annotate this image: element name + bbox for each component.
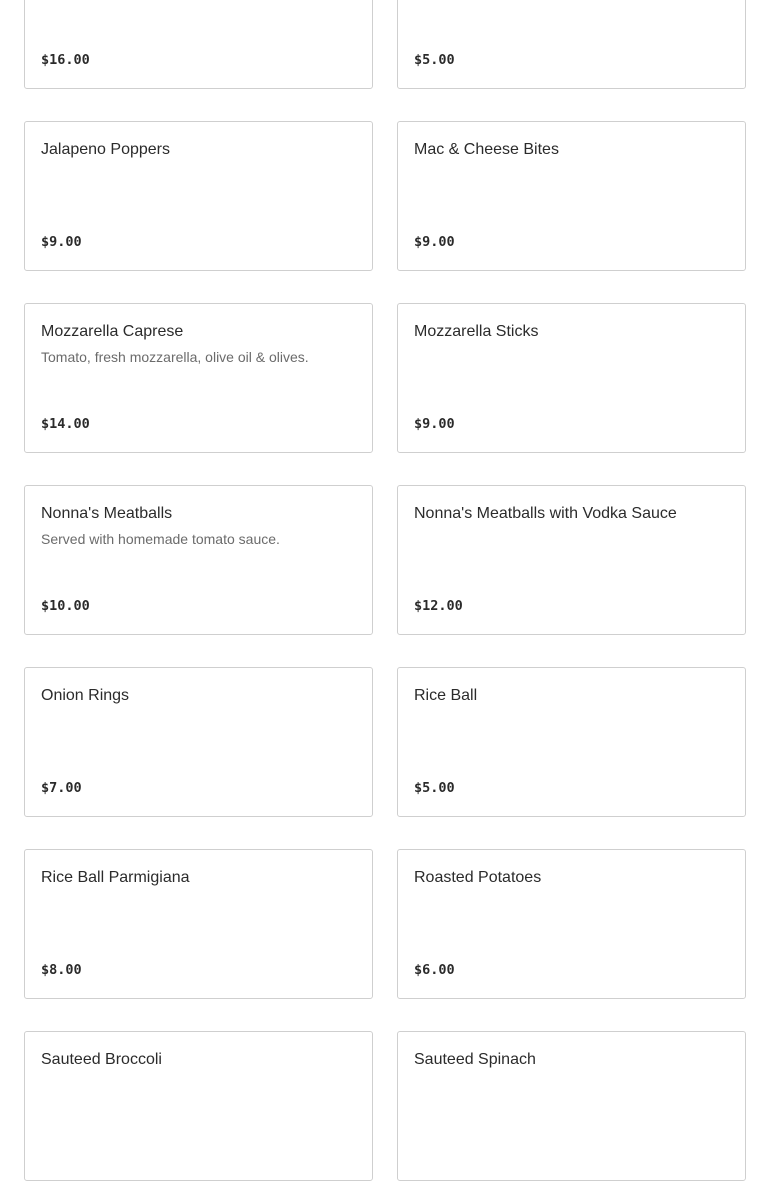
- menu-item-name: Roasted Potatoes: [414, 869, 542, 886]
- menu-item-price: $10.00: [41, 598, 90, 614]
- menu-item-name: Nonna's Meatballs: [41, 505, 173, 522]
- menu-item-name: Rice Ball Parmigiana: [41, 869, 190, 886]
- menu-item-name: Jalapeno Poppers: [41, 141, 170, 158]
- menu-item-card[interactable]: [24, 0, 373, 89]
- menu-item-card[interactable]: [397, 303, 746, 453]
- menu-item-card[interactable]: [24, 303, 373, 453]
- menu-item-card[interactable]: [397, 0, 746, 89]
- menu-item-price: $5.00: [414, 52, 455, 68]
- menu-item-card[interactable]: [397, 667, 746, 817]
- menu-item-price: $6.00: [414, 962, 455, 978]
- menu-item-name: Mac & Cheese Bites: [414, 141, 559, 158]
- menu-item-price: $8.00: [41, 962, 82, 978]
- menu-item-price: $14.00: [41, 416, 90, 432]
- menu-item-name: Sauteed Spinach: [414, 1051, 536, 1068]
- menu-item-card[interactable]: [397, 121, 746, 271]
- menu-item-price: $9.00: [41, 234, 82, 250]
- menu-item-card[interactable]: [24, 667, 373, 817]
- menu-item-price: $12.00: [414, 598, 463, 614]
- menu-item-price: $9.00: [414, 234, 455, 250]
- menu-item-name: Nonna's Meatballs with Vodka Sauce: [414, 505, 677, 522]
- menu-item-description: Tomato, fresh mozzarella, olive oil & olives.: [41, 349, 309, 365]
- menu-item-price: $7.00: [41, 780, 82, 796]
- menu-item-card[interactable]: [24, 849, 373, 999]
- menu-item-description: Served with homemade tomato sauce.: [41, 531, 280, 547]
- menu-item-name: Rice Ball: [414, 687, 478, 704]
- menu-item-card[interactable]: [397, 485, 746, 635]
- menu-item-card[interactable]: [397, 1031, 746, 1181]
- menu-item-name: Mozzarella Sticks: [414, 323, 539, 340]
- menu-item-price: $9.00: [414, 416, 455, 432]
- menu-item-name: Mozzarella Caprese: [41, 323, 184, 340]
- menu-item-price: $5.00: [414, 780, 455, 796]
- menu-item-card[interactable]: [24, 1031, 373, 1181]
- menu-item-name: Onion Rings: [41, 687, 130, 704]
- menu-item-grid: [24, 0, 746, 1181]
- menu-item-price: $16.00: [41, 52, 90, 68]
- menu-item-card[interactable]: [397, 849, 746, 999]
- menu-item-name: Sauteed Broccoli: [41, 1051, 162, 1068]
- menu-item-card[interactable]: [24, 121, 373, 271]
- menu-item-card[interactable]: [24, 485, 373, 635]
